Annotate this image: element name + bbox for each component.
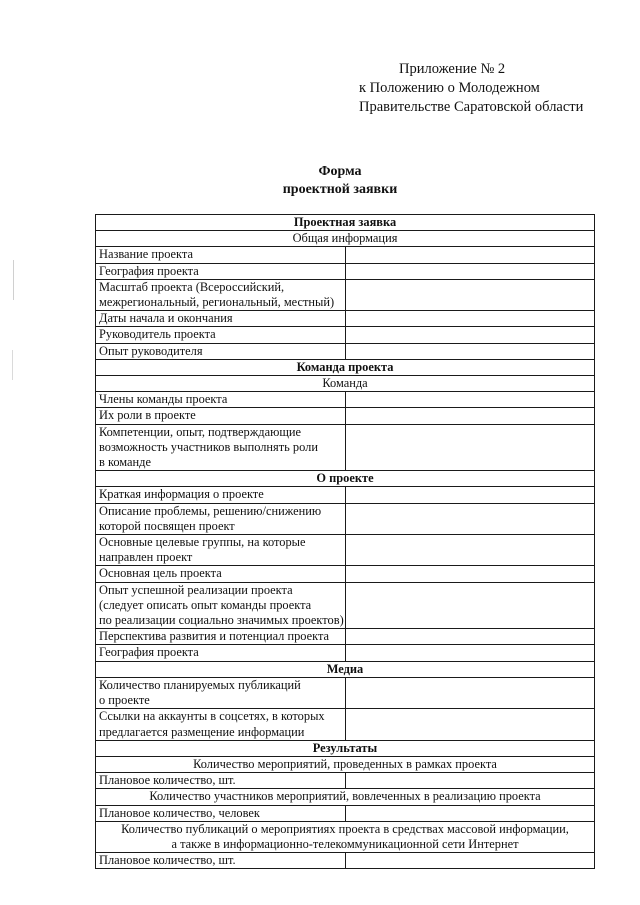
- appendix-reference-org: Правительстве Саратовской области: [359, 99, 584, 115]
- table-row: [96, 424, 595, 471]
- row-label: Члены команды проекта: [96, 392, 346, 408]
- table-row: [96, 408, 595, 424]
- table-row: [96, 677, 595, 708]
- table-row: [96, 535, 595, 566]
- value-cell[interactable]: [345, 629, 595, 645]
- form-title: [0, 163, 640, 199]
- table-row: [96, 279, 595, 310]
- row-label: Даты начала и окончания: [96, 311, 346, 327]
- row-label: Название проекта: [96, 247, 346, 263]
- row-label: Основная цель проекта: [96, 566, 346, 582]
- row-label: Описание проблемы, решению/снижению которой посвящен проект: [96, 503, 346, 534]
- appendix-number: Приложение № 2: [399, 61, 506, 77]
- form-title-line1: Форма: [318, 164, 362, 179]
- value-cell[interactable]: [345, 503, 595, 534]
- application-form-table: [95, 214, 595, 869]
- row-label: Масштаб проекта (Всероссийский, межрегиональный, региональный, местный): [96, 279, 346, 310]
- table-row: [96, 805, 595, 821]
- value-cell[interactable]: [345, 247, 595, 263]
- scan-margin-mark: [12, 350, 13, 380]
- value-cell[interactable]: [345, 424, 595, 471]
- value-cell[interactable]: [345, 709, 595, 740]
- row-label: Плановое количество, шт.: [96, 853, 346, 869]
- value-cell[interactable]: [345, 263, 595, 279]
- team-section-title: Команда проекта: [96, 359, 595, 375]
- row-label: Плановое количество, человек: [96, 805, 346, 821]
- row-label: Опыт успешной реализации проекта (следует описать опыт команды проекта по реализации социально значимых проектов): [96, 582, 346, 629]
- table-row: [96, 773, 595, 789]
- value-cell[interactable]: [345, 535, 595, 566]
- section-title-row: [96, 740, 595, 756]
- results-section-title: Результаты: [96, 740, 595, 756]
- general-info-subtitle: Общая информация: [96, 231, 595, 247]
- row-label: Количество планируемых публикаций о проекте: [96, 677, 346, 708]
- value-cell[interactable]: [345, 582, 595, 629]
- value-cell[interactable]: [345, 805, 595, 821]
- section-title-row: [96, 661, 595, 677]
- section-title-row: [96, 471, 595, 487]
- value-cell[interactable]: [345, 279, 595, 310]
- section-subtitle-row: [96, 376, 595, 392]
- table-row: [96, 853, 595, 869]
- scan-margin-mark: [13, 260, 14, 300]
- value-cell[interactable]: [345, 645, 595, 661]
- participants-header: Количество участников мероприятий, вовлеченных в реализацию проекта: [96, 789, 595, 805]
- row-label: Опыт руководителя: [96, 343, 346, 359]
- section-subtitle-row: [96, 821, 595, 852]
- events-header: Количество мероприятий, проведенных в рамках проекта: [96, 756, 595, 772]
- table-row: [96, 327, 595, 343]
- table-row: [96, 503, 595, 534]
- value-cell[interactable]: [345, 408, 595, 424]
- value-cell[interactable]: [345, 487, 595, 503]
- value-cell[interactable]: [345, 773, 595, 789]
- value-cell[interactable]: [345, 311, 595, 327]
- value-cell[interactable]: [345, 677, 595, 708]
- row-label: География проекта: [96, 263, 346, 279]
- form-title-line2: проектной заявки: [282, 182, 398, 197]
- row-label: Краткая информация о проекте: [96, 487, 346, 503]
- appendix-reference: к Положению о Молодежном: [359, 80, 540, 96]
- table-row: [96, 709, 595, 740]
- section-subtitle-row: [96, 789, 595, 805]
- value-cell[interactable]: [345, 327, 595, 343]
- table-header: Проектная заявка: [96, 215, 595, 231]
- row-label: Перспектива развития и потенциал проекта: [96, 629, 346, 645]
- table-header-row: [96, 215, 595, 231]
- publications-header: Количество публикаций о мероприятиях проекта в средствах массовой информации, а также в информационно-телекоммуникационной сети Интернет: [96, 821, 595, 852]
- section-subtitle-row: [96, 756, 595, 772]
- table-row: [96, 582, 595, 629]
- section-subtitle-row: [96, 231, 595, 247]
- table-row: [96, 343, 595, 359]
- about-section-title: О проекте: [96, 471, 595, 487]
- value-cell[interactable]: [345, 343, 595, 359]
- media-section-title: Медиа: [96, 661, 595, 677]
- appendix-heading: [359, 60, 583, 117]
- row-label: Плановое количество, шт.: [96, 773, 346, 789]
- table-row: [96, 487, 595, 503]
- row-label: Их роли в проекте: [96, 408, 346, 424]
- value-cell[interactable]: [345, 566, 595, 582]
- team-subtitle: Команда: [96, 376, 595, 392]
- table-row: [96, 566, 595, 582]
- table-row: [96, 629, 595, 645]
- table-row: [96, 247, 595, 263]
- value-cell[interactable]: [345, 392, 595, 408]
- value-cell[interactable]: [345, 853, 595, 869]
- table-row: [96, 392, 595, 408]
- row-label: Основные целевые группы, на которые направлен проект: [96, 535, 346, 566]
- row-label: Ссылки на аккаунты в соцсетях, в которых предлагается размещение информации: [96, 709, 346, 740]
- row-label: География проекта: [96, 645, 346, 661]
- row-label: Руководитель проекта: [96, 327, 346, 343]
- table-row: [96, 263, 595, 279]
- section-title-row: [96, 359, 595, 375]
- table-row: [96, 311, 595, 327]
- table-row: [96, 645, 595, 661]
- row-label: Компетенции, опыт, подтверждающие возможность участников выполнять роли в команде: [96, 424, 346, 471]
